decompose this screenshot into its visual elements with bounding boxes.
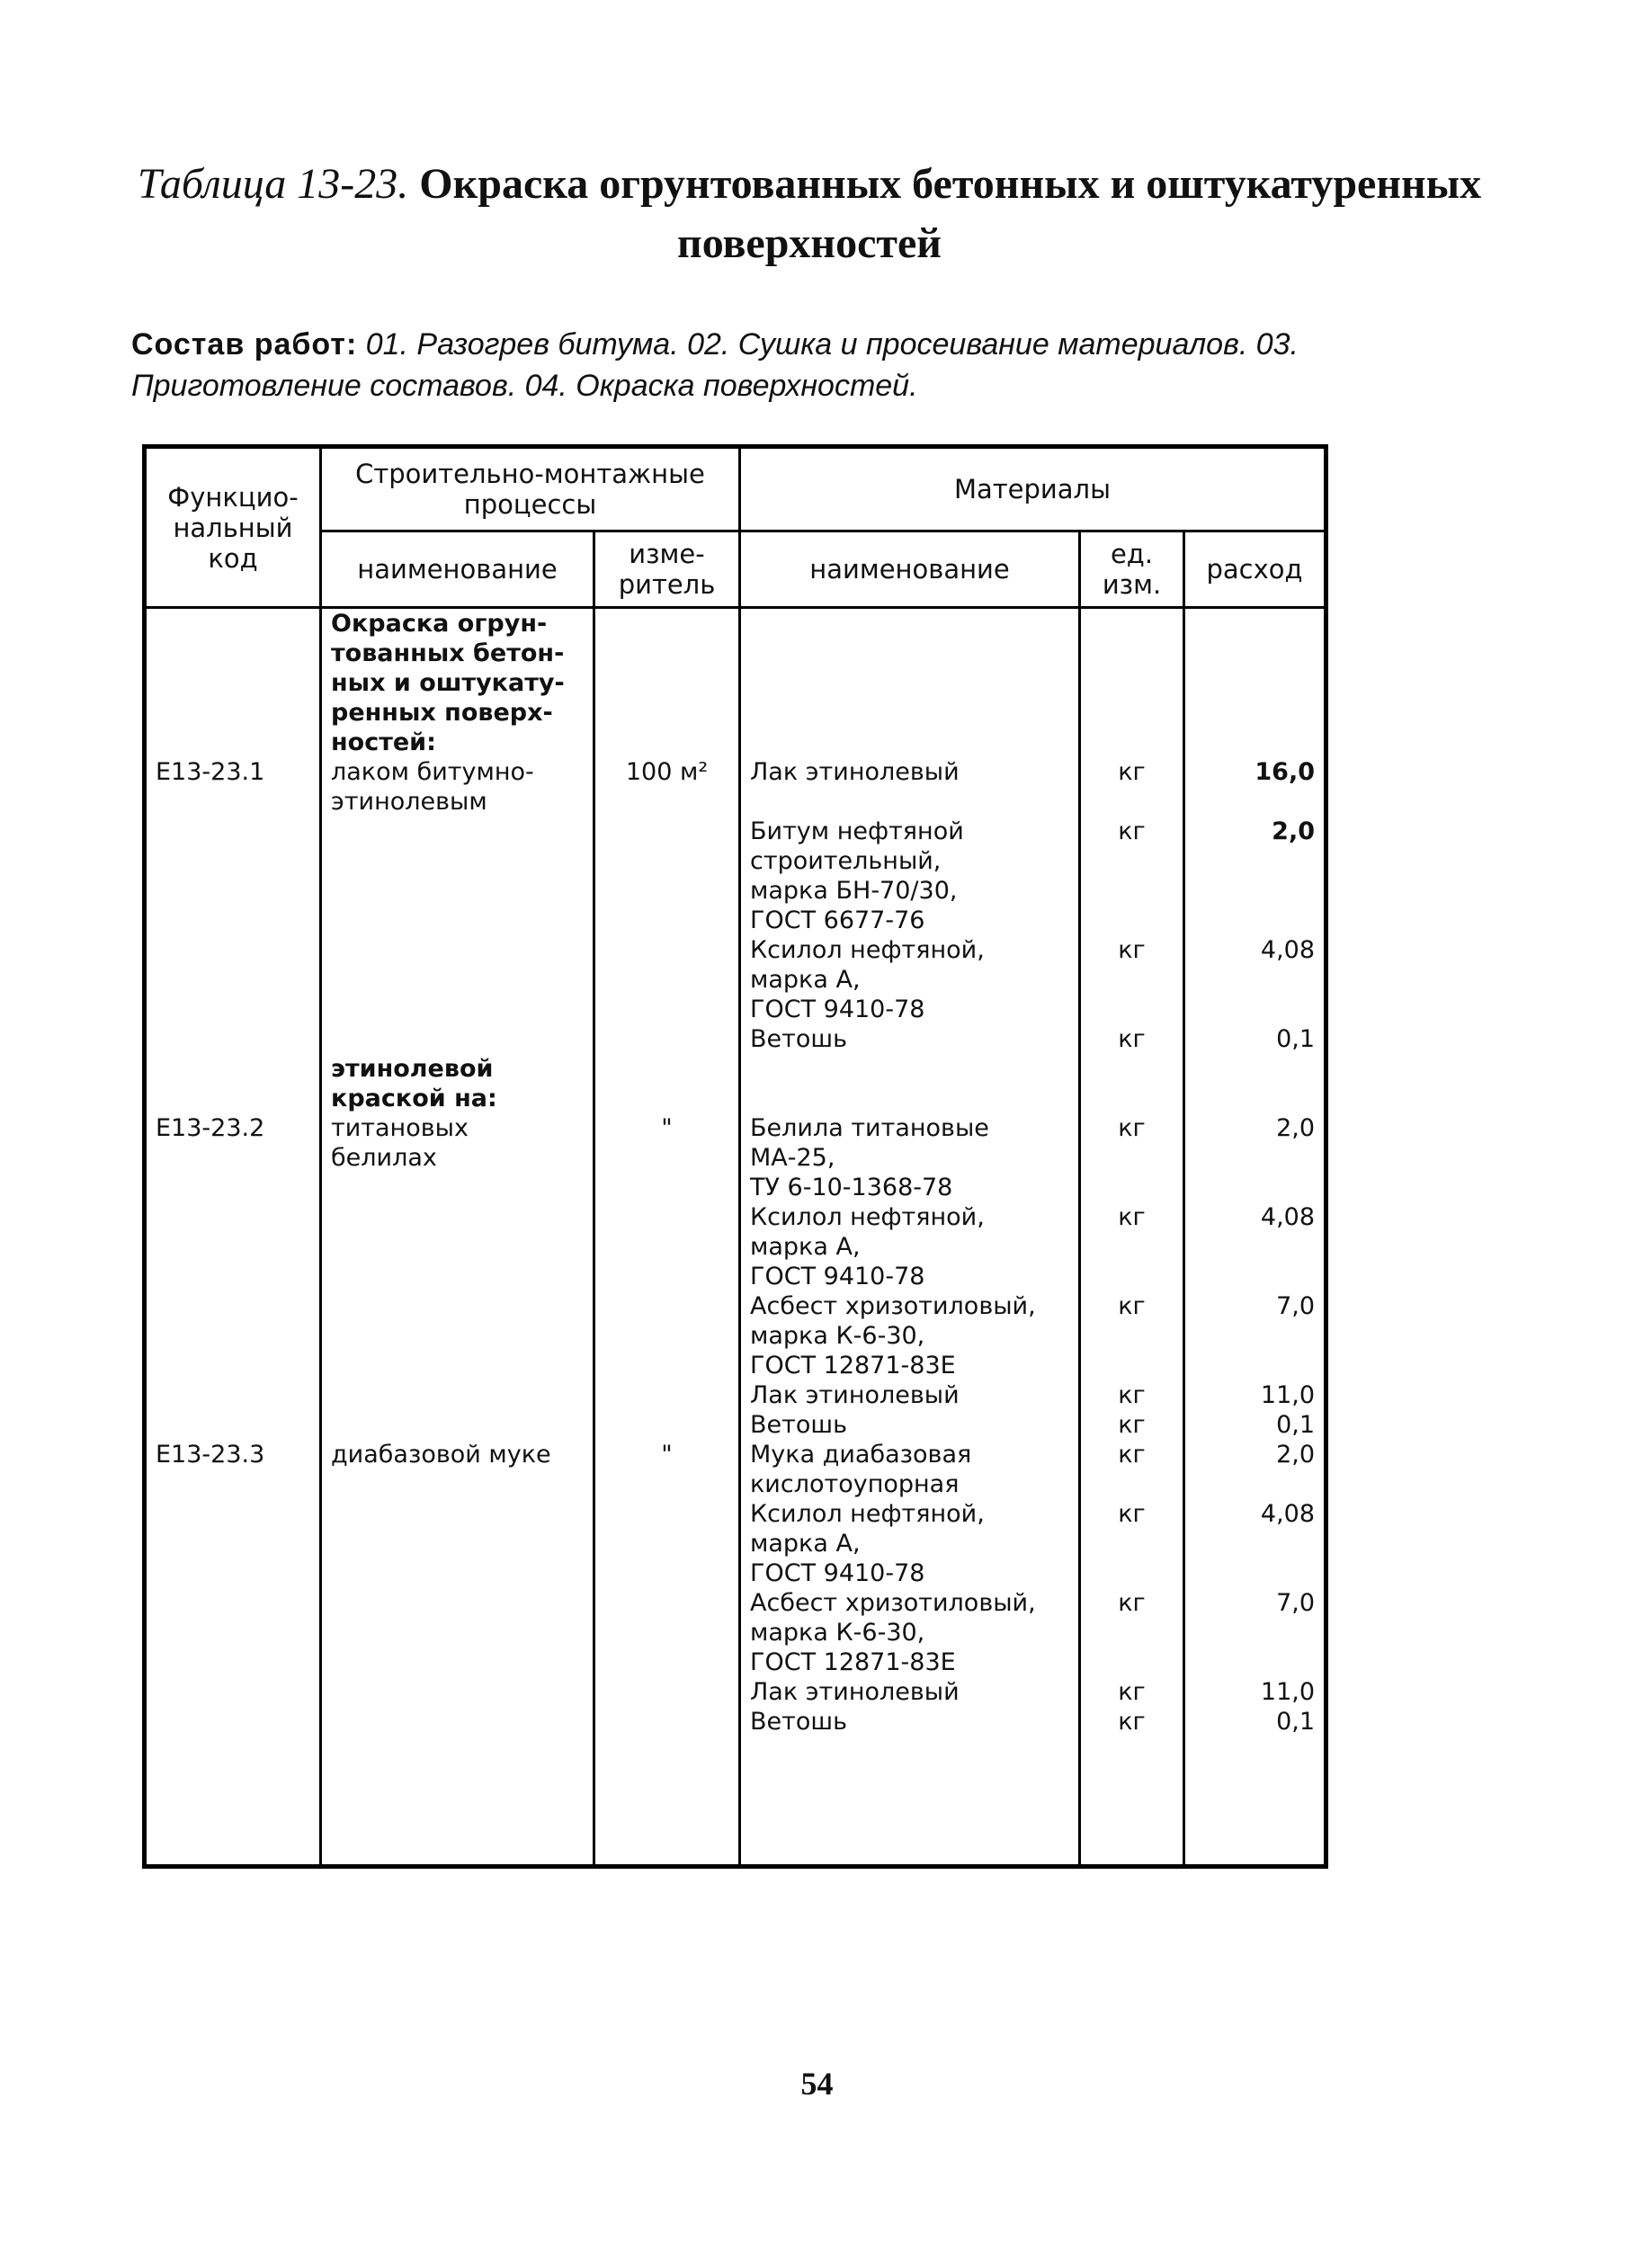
table-row: [145, 1410, 1326, 1440]
work-composition-label: Состав работ:: [131, 327, 358, 362]
table-row: [145, 1291, 1326, 1380]
table-row: [145, 1707, 1326, 1867]
material-consumption-cell: 11,0: [1184, 1677, 1326, 1707]
process-unit-cell: [594, 1380, 740, 1410]
code-cell: Е13-23.2: [145, 1113, 321, 1202]
table-row: [145, 935, 1326, 1024]
process-unit-cell: [594, 1707, 740, 1867]
code-cell: [145, 1410, 321, 1440]
page-number: 54: [800, 2066, 834, 2102]
process-cell: Окраска огрун- тованных бетон- ных и оштукату- ренных поверх- ностей:: [321, 608, 594, 758]
process-cell: [321, 1024, 594, 1054]
process-cell: [321, 1499, 594, 1588]
process-cell: лаком битумно- этинолевым: [321, 757, 594, 817]
material-consumption-cell: 4,08: [1184, 1202, 1326, 1291]
material-name-cell: Ксилол нефтяной, марка А, ГОСТ 9410-78: [740, 1202, 1080, 1291]
code-cell: Е13-23.3: [145, 1440, 321, 1499]
material-unit-cell: кг: [1080, 757, 1184, 817]
material-consumption-cell: [1184, 608, 1326, 758]
table-row: [145, 1202, 1326, 1291]
code-cell: [145, 608, 321, 758]
material-name-cell: Лак этинолевый: [740, 1677, 1080, 1707]
table-row: [145, 1113, 1326, 1202]
table-row: [145, 1054, 1326, 1113]
material-unit-cell: кг: [1080, 1677, 1184, 1707]
header-material-consumption: расход: [1184, 531, 1326, 608]
process-cell: [321, 1677, 594, 1707]
process-unit-cell: [594, 1499, 740, 1588]
code-cell: [145, 817, 321, 935]
code-cell: [145, 1707, 321, 1867]
code-cell: [145, 1499, 321, 1588]
code-cell: [145, 1024, 321, 1054]
material-unit-cell: кг: [1080, 1024, 1184, 1054]
material-name-cell: Ветошь: [740, 1707, 1080, 1867]
material-consumption-cell: 7,0: [1184, 1588, 1326, 1677]
material-consumption-cell: 4,08: [1184, 1499, 1326, 1588]
process-unit-cell: [594, 1588, 740, 1677]
norms-table: [142, 444, 1328, 1869]
material-unit-cell: кг: [1080, 1202, 1184, 1291]
table-row: [145, 608, 1326, 758]
table-row: [145, 817, 1326, 935]
material-name-cell: Ветошь: [740, 1024, 1080, 1054]
code-cell: [145, 1291, 321, 1380]
header-materials: Материалы: [740, 447, 1326, 531]
table-row: [145, 1499, 1326, 1588]
code-cell: [145, 1588, 321, 1677]
process-unit-cell: [594, 1410, 740, 1440]
material-name-cell: Мука диабазовая кислотоупорная: [740, 1440, 1080, 1499]
code-cell: Е13-23.1: [145, 757, 321, 817]
material-consumption-cell: 4,08: [1184, 935, 1326, 1024]
table-heading: Окраска огрунтованных бетонных и оштукатуренных поверхностей: [419, 160, 1482, 267]
material-consumption-cell: 2,0: [1184, 817, 1326, 935]
code-cell: [145, 1054, 321, 1113]
material-unit-cell: кг: [1080, 1410, 1184, 1440]
material-name-cell: Асбест хризотиловый, марка К-6-30, ГОСТ 12871-83Е: [740, 1291, 1080, 1380]
process-cell: [321, 1410, 594, 1440]
material-unit-cell: кг: [1080, 1707, 1184, 1867]
material-unit-cell: кг: [1080, 1380, 1184, 1410]
table-row: [145, 757, 1326, 817]
process-cell: [321, 935, 594, 1024]
process-unit-cell: [594, 1024, 740, 1054]
work-composition-text: 01. Разогрев битума. 02. Сушка и просеивание материалов. 03. Приготовление составов. 04. Окраска поверхностей.: [131, 327, 1299, 403]
header-material-name: наименование: [740, 531, 1080, 608]
material-name-cell: Ксилол нефтяной, марка А, ГОСТ 9410-78: [740, 1499, 1080, 1588]
material-name-cell: Ксилол нефтяной, марка А, ГОСТ 9410-78: [740, 935, 1080, 1024]
process-unit-cell: [594, 1202, 740, 1291]
table-row: [145, 1677, 1326, 1707]
process-cell: [321, 1588, 594, 1677]
process-cell: [321, 1707, 594, 1867]
material-unit-cell: кг: [1080, 1499, 1184, 1588]
code-cell: [145, 1380, 321, 1410]
material-unit-cell: кг: [1080, 1440, 1184, 1499]
header-functional-code: Функцио- нальный код: [145, 447, 321, 608]
table-row: [145, 1380, 1326, 1410]
material-consumption-cell: 2,0: [1184, 1440, 1326, 1499]
table-row: [145, 1024, 1326, 1054]
material-unit-cell: кг: [1080, 1291, 1184, 1380]
header-processes: Строительно-монтажные процессы: [321, 447, 740, 531]
code-cell: [145, 935, 321, 1024]
material-consumption-cell: [1184, 1054, 1326, 1113]
material-name-cell: Лак этинолевый: [740, 1380, 1080, 1410]
process-cell: [321, 1380, 594, 1410]
material-consumption-cell: 11,0: [1184, 1380, 1326, 1410]
material-name-cell: Лак этинолевый: [740, 757, 1080, 817]
material-unit-cell: кг: [1080, 817, 1184, 935]
process-cell: [321, 1291, 594, 1380]
material-consumption-cell: 0,1: [1184, 1410, 1326, 1440]
header-process-unit: изме- ритель: [594, 531, 740, 608]
process-unit-cell: [594, 1677, 740, 1707]
header-material-unit: ед. изм.: [1080, 531, 1184, 608]
process-cell: [321, 1202, 594, 1291]
material-unit-cell: кг: [1080, 935, 1184, 1024]
material-name-cell: Асбест хризотиловый, марка К-6-30, ГОСТ 12871-83Е: [740, 1588, 1080, 1677]
table-row: [145, 1440, 1326, 1499]
material-name-cell: Белила титановые МА-25, ТУ 6-10-1368-78: [740, 1113, 1080, 1202]
process-unit-cell: [594, 1291, 740, 1380]
material-consumption-cell: 16,0: [1184, 757, 1326, 817]
process-unit-cell: [594, 817, 740, 935]
code-cell: [145, 1202, 321, 1291]
process-unit-cell: [594, 608, 740, 758]
material-name-cell: [740, 608, 1080, 758]
process-unit-cell: ": [594, 1440, 740, 1499]
table-number: Таблица 13-23.: [137, 160, 409, 208]
process-unit-cell: 100 м²: [594, 757, 740, 817]
material-unit-cell: кг: [1080, 1113, 1184, 1202]
material-unit-cell: [1080, 608, 1184, 758]
process-cell: [321, 817, 594, 935]
work-composition: [131, 324, 1345, 406]
norms-table-body: [145, 608, 1326, 1867]
material-name-cell: Ветошь: [740, 1410, 1080, 1440]
material-name-cell: Битум нефтяной строительный, марка БН-70/30, ГОСТ 6677-76: [740, 817, 1080, 935]
code-cell: [145, 1677, 321, 1707]
material-consumption-cell: 7,0: [1184, 1291, 1326, 1380]
process-unit-cell: [594, 1054, 740, 1113]
material-consumption-cell: 0,1: [1184, 1707, 1326, 1867]
process-cell: этинолевой краской на:: [321, 1054, 594, 1113]
material-consumption-cell: 2,0: [1184, 1113, 1326, 1202]
process-unit-cell: [594, 935, 740, 1024]
material-name-cell: [740, 1054, 1080, 1113]
process-unit-cell: ": [594, 1113, 740, 1202]
process-cell: титановых белилах: [321, 1113, 594, 1202]
table-row: [145, 1588, 1326, 1677]
material-consumption-cell: 0,1: [1184, 1024, 1326, 1054]
table-title: [135, 155, 1484, 273]
material-unit-cell: [1080, 1054, 1184, 1113]
material-unit-cell: кг: [1080, 1588, 1184, 1677]
process-cell: диабазовой муке: [321, 1440, 594, 1499]
header-process-name: наименование: [321, 531, 594, 608]
